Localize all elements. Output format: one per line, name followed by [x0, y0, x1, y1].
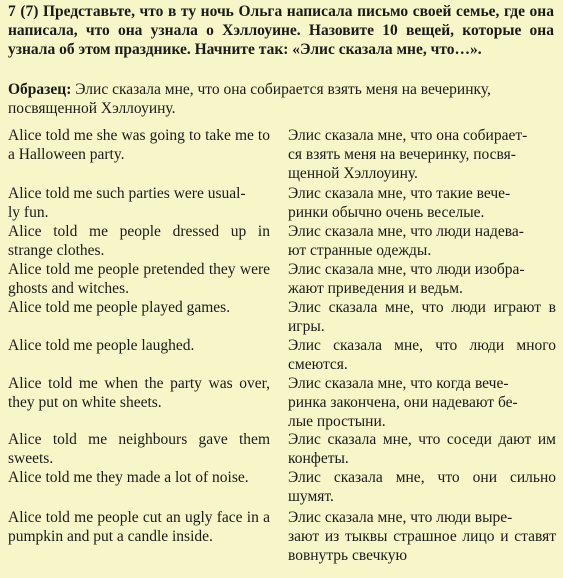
sample-answer: [8, 80, 554, 118]
task-instruction: 7 (7) Представьте, что в ту ночь Ольга написала письмо своей семье, где она написала, что она узнала о Хэллоуине. Назовите 10 вещей, которые она узнала об этом празднике. Начните так: «Элис сказала мне, что…».: [8, 3, 554, 58]
english-sentence: Alice told me such parties were usual- ly fun.: [8, 185, 246, 221]
russian-translation: Элис сказала мне, что люди играют в игры.: [288, 299, 556, 335]
russian-translation: Элис сказала мне, что люди выре- зают из тыквы страшное лицо и ставят вовнутрь свечкую: [288, 509, 556, 564]
russian-translation: Элис сказала мне, что они сильно шумят.: [288, 469, 556, 505]
english-sentence: Alice told me she was going to take me to a Halloween party.: [8, 127, 270, 163]
english-sentence: Alice told me neighbours gave them sweets.: [8, 431, 270, 467]
english-sentence: Alice told me people played games.: [8, 299, 231, 316]
russian-translation: Элис сказала мне, что когда вече- ринка закончена, они надевают бе- лые простыни.: [288, 375, 518, 430]
russian-translation: Элис сказала мне, что она собирает- ся взять меня на вечеринку, посвя- щенной Хэллоуину.: [288, 127, 528, 182]
english-sentence: Alice told me people laughed.: [8, 337, 195, 354]
sample-label: Образец:: [8, 81, 72, 98]
russian-translation: Элис сказала мне, что люди много смеются.: [288, 337, 556, 373]
russian-translation: Элис сказала мне, что соседи дают им конфеты.: [288, 431, 556, 467]
russian-translation: Элис сказала мне, что такие вече- ринки обычно очень веселые.: [288, 185, 511, 221]
english-sentence: Alice told me when the party was over, they put on white sheets.: [8, 375, 270, 411]
russian-translation: Элис сказала мне, что люди изобра- жают приведения и ведьм.: [288, 261, 525, 297]
english-sentence: Alice told me they made a lot of noise.: [8, 469, 249, 486]
english-sentence: Alice told me people cut an ugly face in a pumpkin and put a candle inside.: [8, 509, 270, 545]
russian-translation: Элис сказала мне, что люди надева- ют странные одежды.: [288, 223, 524, 259]
sample-text: Элис сказала мне, что она собирается взять меня на вечеринку, посвященной Хэллоуину.: [8, 81, 491, 117]
english-sentence: Alice told me people dressed up in strange clothes.: [8, 223, 270, 259]
english-sentence: Alice told me people pretended they were ghosts and witches.: [8, 261, 270, 297]
